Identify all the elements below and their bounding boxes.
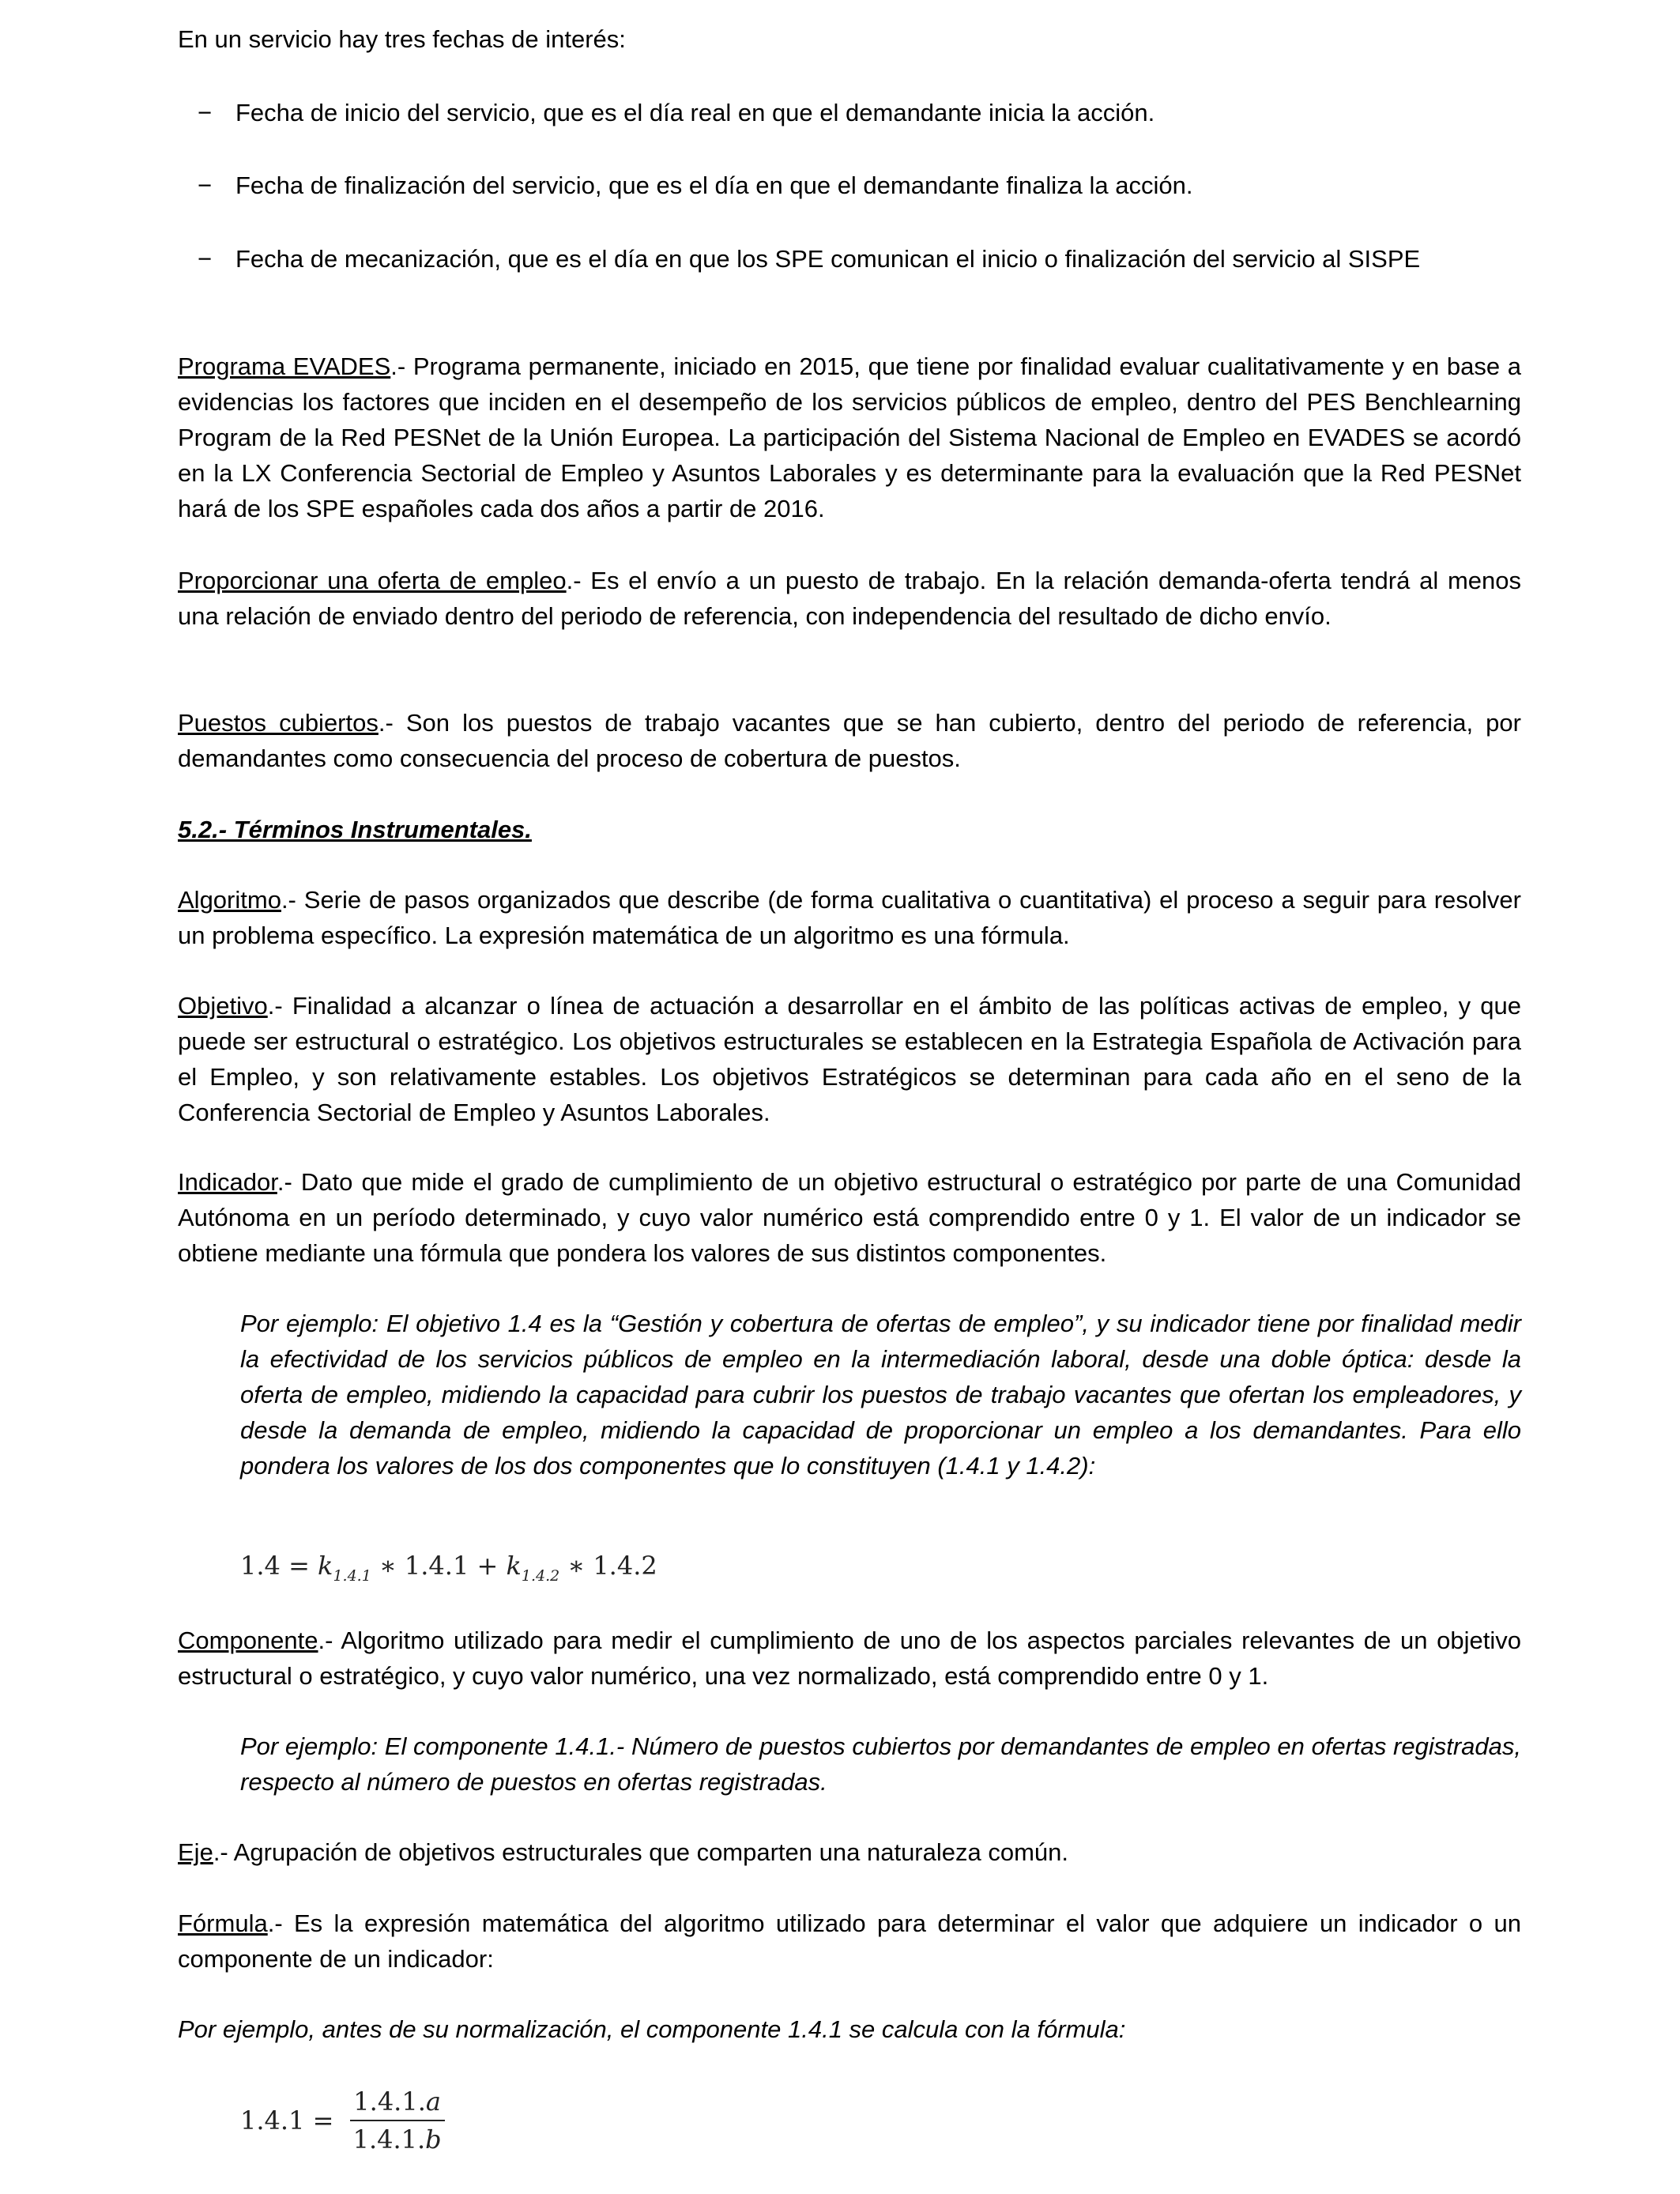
definition-oferta	[178, 563, 1521, 634]
denominator-prefix: 1.4.1.	[352, 2124, 426, 2154]
dash-icon: −	[198, 99, 213, 126]
bullet-text: Fecha de inicio del servicio, que es el día real en que el demandante inicia la acción.	[235, 99, 1155, 126]
dash-icon: −	[198, 245, 213, 273]
intro-text: En un servicio hay tres fechas de interés:	[178, 25, 626, 53]
definition-text: .- Algoritmo utilizado para medir el cumplimiento de uno de los aspectos parciales relevantes de un objetivo estructural o estratégico, y cuyo valor numérico, una vez normalizado, está comprendido entre 0 y 1.	[178, 1627, 1521, 1690]
definition-text: .- Es la expresión matemática del algoritmo utilizado para determinar el valor que adquiere un indicador o un componente de un indicador:	[178, 1909, 1521, 1973]
definition-text: .- Programa permanente, iniciado en 2015, que tiene por finalidad evaluar cualitativamente y en base a evidencias los factores que inciden en el desempeño de los servicios públicos de empleo, dentro del PES Benchlearning Program de la Red PESNet de la Unión Europea. La participación del Sistema Nacional de Empleo en EVADES se acordó en la LX Conferencia Sectorial de Empleo y Asuntos Laborales y es determinante para la evaluación que la Red PESNet hará de los SPE españoles cada dos años a partir de 2016.	[178, 352, 1521, 522]
definition-algoritmo	[178, 882, 1521, 953]
definition-evades	[178, 349, 1521, 526]
example-text: Por ejemplo, antes de su normalización, el componente 1.4.1 se calcula con la fórmula:	[178, 2015, 1126, 2043]
definition-componente	[178, 1623, 1521, 1694]
definition-text: .- Es el envío a un puesto de trabajo. En la relación demanda-oferta tendrá al menos una relación de enviado dentro del periodo de referencia, con independencia del resultado de dicho envío.	[178, 567, 1521, 630]
example-indicador	[240, 1306, 1521, 1483]
formula-weighted-indicator	[240, 1551, 657, 1585]
term-label: Componente	[178, 1627, 318, 1654]
formula-lhs: 1.4.1 =	[240, 2105, 334, 2136]
section-title: 5.2.- Términos Instrumentales.	[178, 816, 532, 843]
term-label: Proporcionar una oferta de empleo	[178, 567, 567, 594]
term-label: Indicador	[178, 1168, 277, 1196]
example-formula	[178, 2011, 1521, 2047]
section-heading	[178, 812, 1521, 847]
term-label: Programa EVADES	[178, 352, 391, 380]
example-text: Por ejemplo: El objetivo 1.4 es la “Gestión y cobertura de ofertas de empleo”, y su indicador tiene por finalidad medir la efectividad de los servicios públicos de empleo en la intermediación laboral, desde una doble óptica: desde la oferta de empleo, midiendo la capacidad para cubrir los puestos de trabajo vacantes que ofertan los empleadores, y desde la demanda de empleo, midiendo la capacidad de proporcionar un empleo a los demandantes. Para ello pondera los valores de los dos componentes que lo constituyen (1.4.1 y 1.4.2):	[240, 1310, 1521, 1480]
term-label: Algoritmo	[178, 886, 281, 914]
formula-k2-sub: 1.4.2	[521, 1567, 560, 1585]
definition-eje	[178, 1834, 1521, 1870]
denominator-variable: b	[425, 2124, 442, 2154]
formula-lhs: 1.4 =	[240, 1551, 318, 1581]
definition-text: .- Agrupación de objetivos estructurales que comparten una naturaleza común.	[213, 1838, 1069, 1866]
fraction-denominator	[350, 2121, 445, 2154]
formula-fraction	[240, 2087, 445, 2154]
bullet-item-inicio	[198, 95, 1521, 130]
term-label: Objetivo	[178, 992, 268, 1020]
definition-text: .- Serie de pasos organizados que describe (de forma cualitativa o cuantitativa) el proceso a seguir para resolver un problema específico. La expresión matemática de un algoritmo es una fórmula.	[178, 886, 1521, 949]
formula-term1: ∗ 1.4.1 +	[371, 1551, 507, 1581]
definition-indicador	[178, 1164, 1521, 1271]
bullet-text: Fecha de mecanización, que es el día en que los SPE comunican el inicio o finalización del servicio al SISPE	[235, 245, 1421, 273]
definition-objetivo	[178, 988, 1521, 1130]
numerator-variable: a	[425, 2087, 441, 2117]
dash-icon: −	[198, 172, 213, 199]
bullet-item-mecanizacion	[198, 241, 1521, 277]
formula-k2: k	[506, 1551, 522, 1581]
definition-text: .- Dato que mide el grado de cumplimiento de un objetivo estructural o estratégico por parte de una Comunidad Autónoma en un período determinado, y cuyo valor numérico está comprendido entre 0 y 1. El valor de un indicador se obtiene mediante una fórmula que pondera los valores de sus distintos componentes.	[178, 1168, 1521, 1267]
definition-text: .- Son los puestos de trabajo vacantes que se han cubierto, dentro del periodo de referencia, por demandantes como consecuencia del proceso de cobertura de puestos.	[178, 709, 1521, 772]
formula-k1-sub: 1.4.1	[333, 1567, 371, 1585]
example-text: Por ejemplo: El componente 1.4.1.- Número de puestos cubiertos por demandantes de empleo en ofertas registradas, respecto al número de puestos en ofertas registradas.	[240, 1732, 1521, 1796]
term-label: Fórmula	[178, 1909, 268, 1937]
definition-puestos	[178, 705, 1521, 776]
definition-text: .- Finalidad a alcanzar o línea de actuación a desarrollar en el ámbito de las políticas activas de empleo, y que puede ser estructural o estratégico. Los objetivos estructurales se establecen en la Estrategia Española de Activación para el Empleo, y son relativamente estables. Los objetivos Estratégicos se determinan para cada año en el seno de la Conferencia Sectorial de Empleo y Asuntos Laborales.	[178, 992, 1521, 1126]
fraction	[350, 2087, 445, 2154]
fraction-numerator	[350, 2087, 445, 2121]
term-label: Eje	[178, 1838, 213, 1866]
definition-formula	[178, 1906, 1521, 1977]
numerator-prefix: 1.4.1.	[353, 2087, 426, 2117]
term-label: Puestos cubiertos	[178, 709, 379, 737]
formula-k1: k	[318, 1551, 333, 1581]
intro-paragraph	[178, 21, 1521, 57]
formula-term2: ∗ 1.4.2	[559, 1551, 657, 1581]
bullet-item-finalizacion	[198, 168, 1521, 203]
example-componente	[240, 1728, 1521, 1800]
bullet-text: Fecha de finalización del servicio, que es el día en que el demandante finaliza la acción.	[235, 172, 1193, 199]
